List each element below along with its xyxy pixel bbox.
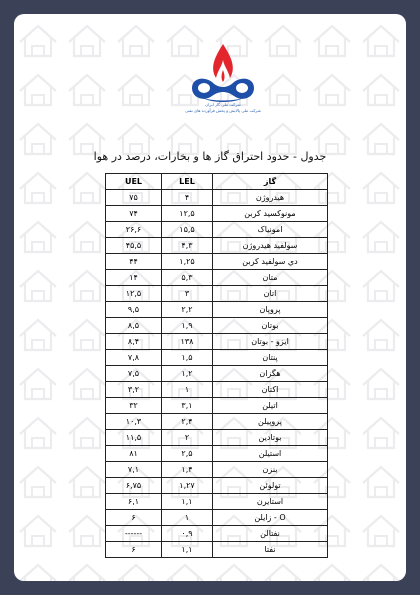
table-row xyxy=(106,190,328,206)
gas-name-cell: نفتا xyxy=(213,542,328,558)
uel-cell: ۸,۵ xyxy=(106,318,162,334)
table-row xyxy=(106,254,328,270)
table-row xyxy=(106,398,328,414)
uel-cell: ۱۰,۳ xyxy=(106,414,162,430)
table-row xyxy=(106,302,328,318)
table-row xyxy=(106,510,328,526)
table-row xyxy=(106,462,328,478)
table-row xyxy=(106,526,328,542)
lel-cell: ۱,۴ xyxy=(162,462,213,478)
gas-name-cell: متان xyxy=(213,270,328,286)
table-row xyxy=(106,286,328,302)
gas-name-cell: استیلن xyxy=(213,446,328,462)
company-logo xyxy=(180,40,266,128)
lel-cell: ۱ xyxy=(162,510,213,526)
lel-cell: ۱,۲۵ xyxy=(162,254,213,270)
uel-cell: ۶,۱ xyxy=(106,494,162,510)
gas-name-cell: بوتادین xyxy=(213,430,328,446)
gas-name-cell: نفتالن xyxy=(213,526,328,542)
table-row xyxy=(106,382,328,398)
lel-cell: ۱۵,۵ xyxy=(162,222,213,238)
uel-cell: ۱۲,۵ xyxy=(106,286,162,302)
lel-cell: ۱,۵ xyxy=(162,350,213,366)
uel-cell: ۱۱,۵ xyxy=(106,430,162,446)
uel-cell: ۷۴ xyxy=(106,206,162,222)
uel-cell: ۸,۴ xyxy=(106,334,162,350)
uel-cell: ۹,۵ xyxy=(106,302,162,318)
uel-cell: ۶,۷۵ xyxy=(106,478,162,494)
table-row xyxy=(106,414,328,430)
gas-name-cell: بنزن xyxy=(213,462,328,478)
lel-cell: ۱۳۸ xyxy=(162,334,213,350)
document-sheet xyxy=(14,14,406,581)
uel-cell: ۷,۵ xyxy=(106,366,162,382)
header-uel: UEL xyxy=(106,174,162,190)
lel-cell: ۱۲,۵ xyxy=(162,206,213,222)
gas-name-cell: اتان xyxy=(213,286,328,302)
table-row xyxy=(106,350,328,366)
gas-name-cell: تولوئن xyxy=(213,478,328,494)
table-row xyxy=(106,334,328,350)
table-row xyxy=(106,270,328,286)
uel-cell: ۷,۱ xyxy=(106,462,162,478)
header-gas: گاز xyxy=(213,174,328,190)
lel-cell: ۲,۲ xyxy=(162,302,213,318)
lel-cell: ۱,۱ xyxy=(162,542,213,558)
lel-cell: ۴,۳ xyxy=(162,238,213,254)
table-body xyxy=(106,190,328,558)
logo-caption xyxy=(170,102,276,114)
lel-cell: ۳,۱ xyxy=(162,398,213,414)
flammability-limits-table xyxy=(105,173,328,558)
gas-name-cell: امونیاک xyxy=(213,222,328,238)
uel-cell: ۳۲ xyxy=(106,398,162,414)
gas-name-cell: O - زایلن xyxy=(213,510,328,526)
header-lel: LEL xyxy=(162,174,213,190)
gas-name-cell: هگزان xyxy=(213,366,328,382)
gas-name-cell: پنتان xyxy=(213,350,328,366)
table-row xyxy=(106,446,328,462)
uel-cell: ۲۶,۶ xyxy=(106,222,162,238)
gas-name-cell: پروپان xyxy=(213,302,328,318)
gas-name-cell: هیدروژن xyxy=(213,190,328,206)
lel-cell: ۰,۹ xyxy=(162,526,213,542)
table-row xyxy=(106,478,328,494)
uel-cell: ۶ xyxy=(106,510,162,526)
gas-name-cell: مونوکسید کربن xyxy=(213,206,328,222)
lel-cell: ۲,۴ xyxy=(162,414,213,430)
uel-cell: ۷,۸ xyxy=(106,350,162,366)
uel-cell: ۶ xyxy=(106,542,162,558)
lel-cell: ۱ xyxy=(162,382,213,398)
table-row xyxy=(106,494,328,510)
logo-caption-line2: شرکت ملی پالایش و پخش فرآورده های نفتی xyxy=(185,108,261,113)
lel-cell: ۱,۲۷ xyxy=(162,478,213,494)
uel-cell: ------ xyxy=(106,526,162,542)
gas-name-cell: بوتان xyxy=(213,318,328,334)
uel-cell: ۴۴ xyxy=(106,254,162,270)
table-row xyxy=(106,430,328,446)
table-title: جدول - حدود احتراق گاز ها و بخارات، درصد در هوا xyxy=(93,150,327,163)
logo-caption-line1: شرکت ملی گاز ایران xyxy=(205,102,241,107)
table-header-row xyxy=(106,174,328,190)
uel-cell: ۷۵ xyxy=(106,190,162,206)
uel-cell: ۱۴ xyxy=(106,270,162,286)
lel-cell: ۳ xyxy=(162,286,213,302)
lel-cell: ۲ xyxy=(162,430,213,446)
uel-cell: ۴۵,۵ xyxy=(106,238,162,254)
lel-cell: ۱,۱ xyxy=(162,494,213,510)
gas-name-cell: اتیلن xyxy=(213,398,328,414)
lel-cell: ۲,۵ xyxy=(162,446,213,462)
lel-cell: ۴ xyxy=(162,190,213,206)
table-row xyxy=(106,318,328,334)
uel-cell: ۳,۲ xyxy=(106,382,162,398)
gas-name-cell: استایرن xyxy=(213,494,328,510)
lel-cell: ۱,۲ xyxy=(162,366,213,382)
gas-name-cell: دي سولفيد كربن xyxy=(213,254,328,270)
gas-name-cell: سولفید هیدروژن xyxy=(213,238,328,254)
gas-name-cell: پروپیلن xyxy=(213,414,328,430)
table-row xyxy=(106,206,328,222)
lel-cell: ۵,۳ xyxy=(162,270,213,286)
lel-cell: ۱,۹ xyxy=(162,318,213,334)
gas-name-cell: اکتان xyxy=(213,382,328,398)
table-row xyxy=(106,222,328,238)
table-row xyxy=(106,366,328,382)
uel-cell: ۸۱ xyxy=(106,446,162,462)
table-row xyxy=(106,238,328,254)
table-row xyxy=(106,542,328,558)
gas-name-cell: ایزو - بوتان xyxy=(213,334,328,350)
